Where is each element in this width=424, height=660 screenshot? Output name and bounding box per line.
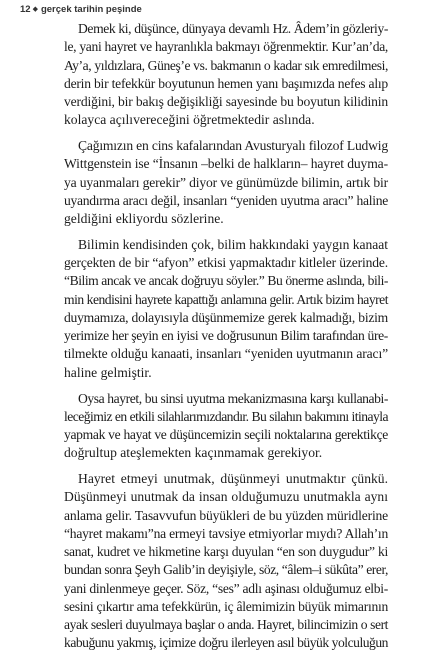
text-line: duymamıza, dolayısıyla düşünmemize gerek kalmadığı, bizim [64,309,388,325]
text-line: verdiğini, bir bakış değişikliği sayesinde bu boyutun kilidinin [64,94,388,109]
text-line: anlama gelir. Tasavvufun büyükleri de bu yüzden müridlerine [64,507,388,523]
text-line: doğrultup ateşlemekten kaçınmamak gerekiyor. [64,445,323,461]
text-line: “hayret makamı”na ermeyi tavsiye etmiyorlar mıydı? Allah’ın [64,525,388,541]
text-line: Demek ki, düşünce, dünyaya devamlı Hz. Âdem’in gözleriy- [78,21,388,36]
paragraph [64,20,388,130]
text-line: kolayca açılıvereceğini öğretmektedir aslında. [64,112,315,128]
text-line: geldiğini ekliyordu sözlerine. [64,211,224,227]
text-line: ayak sesleri duyulmaya başlar o anda. Hayret, bilincimizin o sert [64,617,388,633]
text-line: uyandırma aracı değil, insanları “yeniden uyutma aracı” haline [64,192,388,208]
text-line: sanat, kudret ve hikmetine karşı duyulan “en son duygudur” ki [64,544,388,560]
text-line: “Bilim ancak ve ancak doğruyu söyler.” Bu önerme aslında, bili- [64,273,388,289]
body-text [64,20,388,660]
text-line: Bilimin kendisinden çok, bilim hakkındaki yaygın kanaat [78,236,388,252]
text-line: Düşünmeyi unutmak da insan olduğumuzu unutmakla aynı [64,489,388,505]
text-line: yani dinlenmeye geçer. Söz, “ses” adlı aşinası olduğumuz elbi- [64,580,388,596]
text-line: derin bir tefekkür boyutunun hemen yanı başımızda nefes alıp [64,75,388,91]
page-number: 12 [20,3,31,15]
text-line: tilmekte olduğu kanaati, insanları “yeniden uyutmanın aracı” [64,346,388,362]
text-line: min kendisini hayrete kapattığı anlamına gelir. Artık bizim hayret [64,291,388,307]
text-line: haline gelmiştir. [64,364,152,380]
text-line: kabuğunu yakmış, içimize doğru ilerleyen asıl büyük yolculuğun [64,635,388,651]
paragraph [64,390,388,463]
text-line: Wittgenstein ise “İnsanın –belki de halkların– hayret duyma- [64,156,388,172]
text-line: ya uyanmaları gerekir” diyor ve günümüzde bilimin, artık bir [64,174,388,190]
running-title: gerçek tarihin peşinde [40,3,142,15]
running-header [20,3,142,15]
paragraph [64,236,388,382]
text-line: leceğimiz en etkili silahlarımızdandır. Bu silahın bakımını itinayla [64,408,388,424]
text-line: Hayret etmeyi unutmak, düşünmeyi unutmaktır çünkü. [78,471,388,487]
text-line: Çağımızın en cins kafalarından Avusturyalı filozof Ludwig [78,138,388,154]
text-line: bundan sonra Şeyh Galib’in deyişiyle, söz, “âlem–i sükûta” erer, [64,562,388,578]
text-line: le, yani hayret ve hayranlıkla bakmayı öğrenmektir. Kur’an’da, [64,39,388,55]
paragraph [64,137,388,228]
text-line: yerimize her şeyin en iyisi ve doğrusunun Bilim tarafından üre- [64,328,388,344]
diamond-separator-icon: ◆ [32,6,38,13]
text-line: Oysa hayret, bu sinsi uyutma mekanizmasına karşı kullanabi- [78,390,388,406]
text-line: yapmak ve hayat ve düşüncemizin seçili noktalarına gerektikçe [64,427,388,443]
text-line: Ay’a, yıldızlara, Güneş’e vs. bakmanın o kadar sık emredilmesi, [64,57,388,73]
text-line: gerçekten de bir “afyon” etkisi yapmaktadır kitleler üzerinde. [64,255,388,271]
paragraph [64,470,388,653]
text-line: sesini çıkartır ama tefekkürün, iç âlemimizin büyük mimarının [64,598,388,614]
